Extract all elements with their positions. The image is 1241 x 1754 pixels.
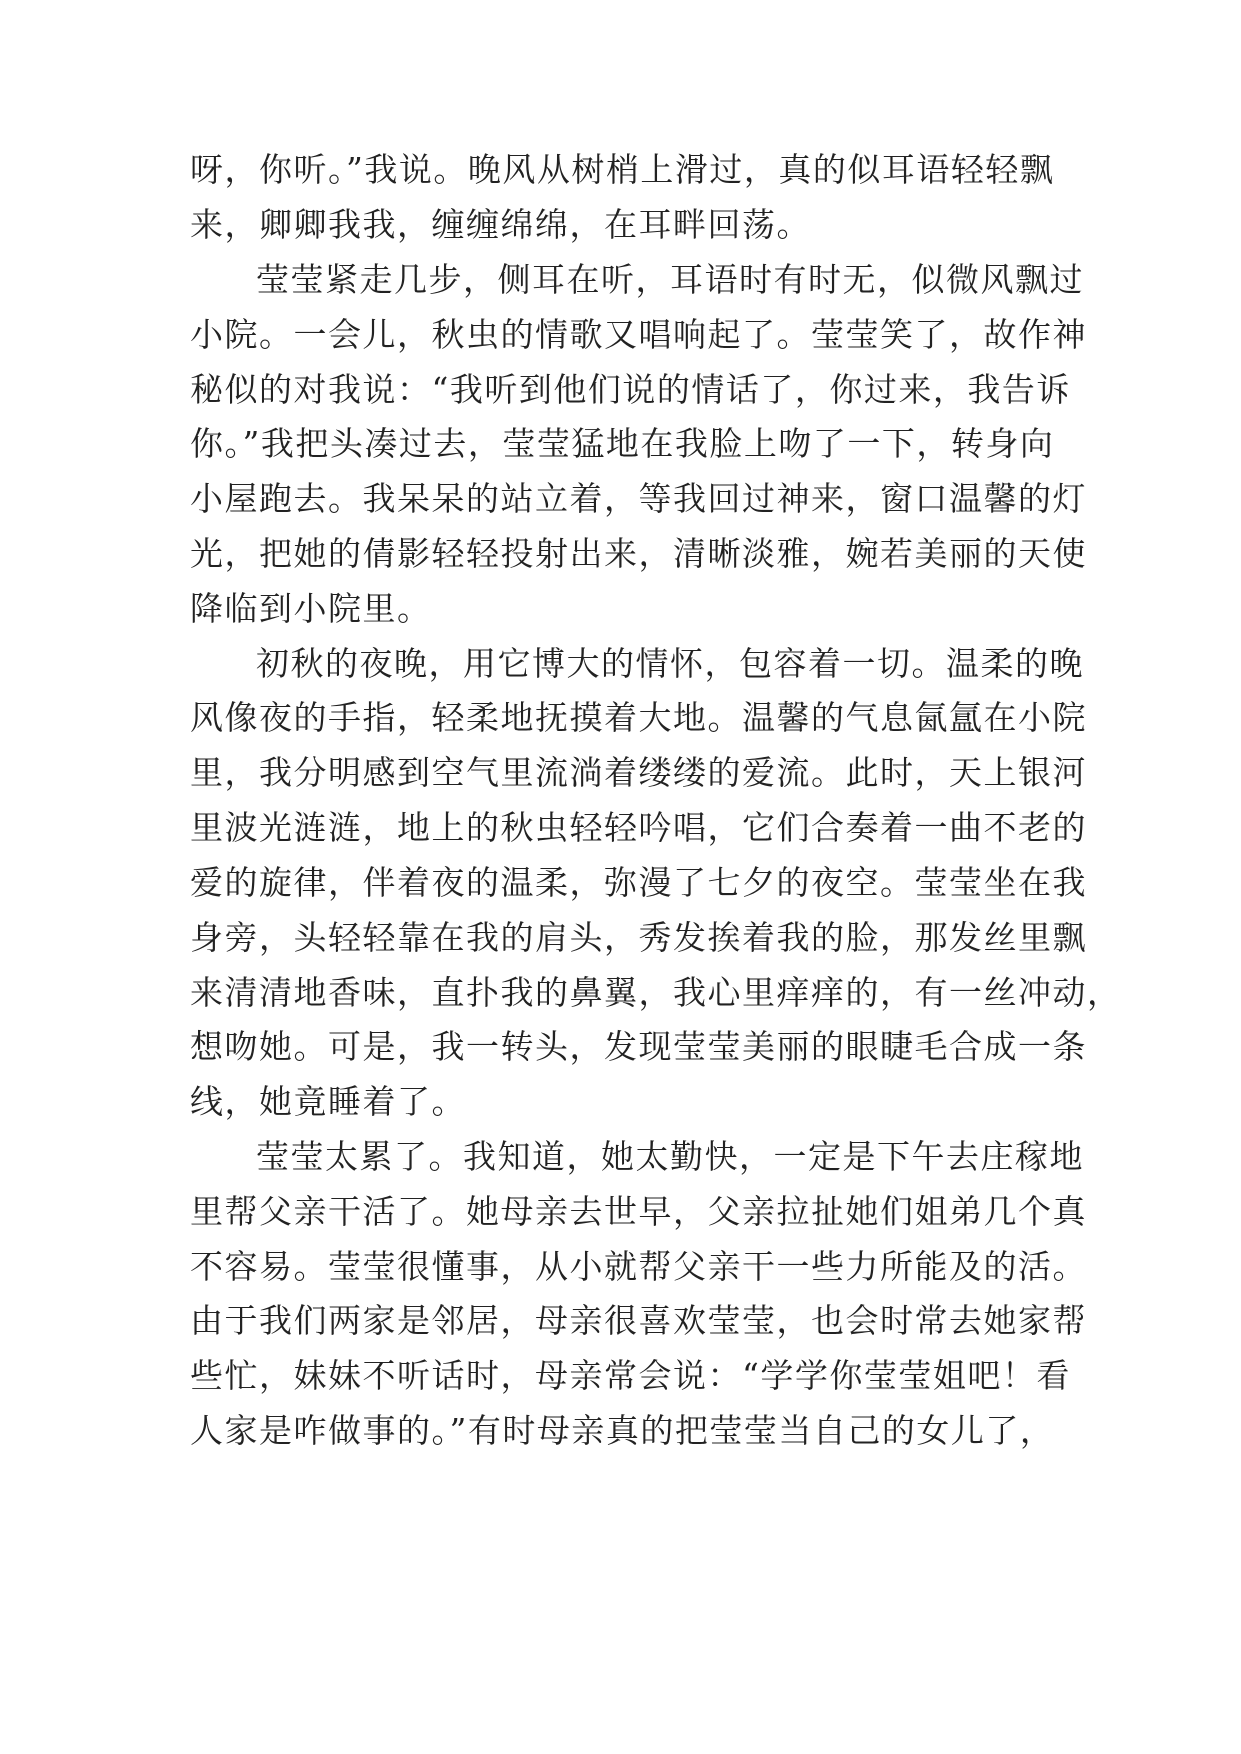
paragraph-start-line: 初秋的夜晚，用它博大的情怀，包容着一切。温柔的晚 bbox=[256, 644, 1084, 683]
text-line: 来清清地香味，直扑我的鼻翼，我心里痒痒的，有一丝冲动， bbox=[190, 973, 1122, 1012]
text-line: 不容易。莹莹很懂事，从小就帮父亲干一些力所能及的活。 bbox=[190, 1247, 1087, 1286]
text-line: 些忙，妹妹不听话时，母亲常会说：“学学你莹莹姐吧！看 bbox=[190, 1356, 1071, 1395]
text-line: 里，我分明感到空气里流淌着缕缕的爱流。此时，天上银河 bbox=[190, 753, 1087, 792]
text-line: 线，她竟睡着了。 bbox=[190, 1082, 466, 1121]
text-line: 光，把她的倩影轻轻投射出来，清晰淡雅，婉若美丽的天使 bbox=[190, 534, 1087, 573]
text-line: 呀，你听。”我说。晚风从树梢上滑过，真的似耳语轻轻飘 bbox=[190, 150, 1055, 189]
text-line: 风像夜的手指，轻柔地抚摸着大地。温馨的气息氤氲在小院 bbox=[190, 698, 1087, 737]
text-line: 想吻她。可是，我一转头，发现莹莹美丽的眼睫毛合成一条 bbox=[190, 1027, 1087, 1066]
text-line: 小院。一会儿，秋虫的情歌又唱响起了。莹莹笑了，故作神 bbox=[190, 315, 1087, 354]
text-line: 小屋跑去。我呆呆的站立着，等我回过神来，窗口温馨的灯 bbox=[190, 479, 1087, 518]
text-line: 人家是咋做事的。”有时母亲真的把莹莹当自己的女儿了， bbox=[190, 1411, 1055, 1450]
text-line: 来，卿卿我我，缠缠绵绵，在耳畔回荡。 bbox=[190, 205, 811, 244]
paragraph-start-line: 莹莹太累了。我知道，她太勤快，一定是下午去庄稼地 bbox=[256, 1137, 1084, 1176]
text-line: 里帮父亲干活了。她母亲去世早，父亲拉扯她们姐弟几个真 bbox=[190, 1192, 1087, 1231]
text-line: 你。”我把头凑过去，莹莹猛地在我脸上吻了一下，转身向 bbox=[190, 424, 1055, 463]
text-line: 由于我们两家是邻居，母亲很喜欢莹莹，也会时常去她家帮 bbox=[190, 1301, 1087, 1340]
text-line: 降临到小院里。 bbox=[190, 589, 432, 628]
text-line: 里波光涟涟，地上的秋虫轻轻吟唱，它们合奏着一曲不老的 bbox=[190, 808, 1087, 847]
paragraph-start-line: 莹莹紧走几步，侧耳在听，耳语时有时无，似微风飘过 bbox=[256, 260, 1084, 299]
text-line: 身旁，头轻轻靠在我的肩头，秀发挨着我的脸，那发丝里飘 bbox=[190, 918, 1087, 957]
text-line: 爱的旋律，伴着夜的温柔，弥漫了七夕的夜空。莹莹坐在我 bbox=[190, 863, 1087, 902]
text-line: 秘似的对我说：“我听到他们说的情话了，你过来，我告诉 bbox=[190, 370, 1071, 409]
